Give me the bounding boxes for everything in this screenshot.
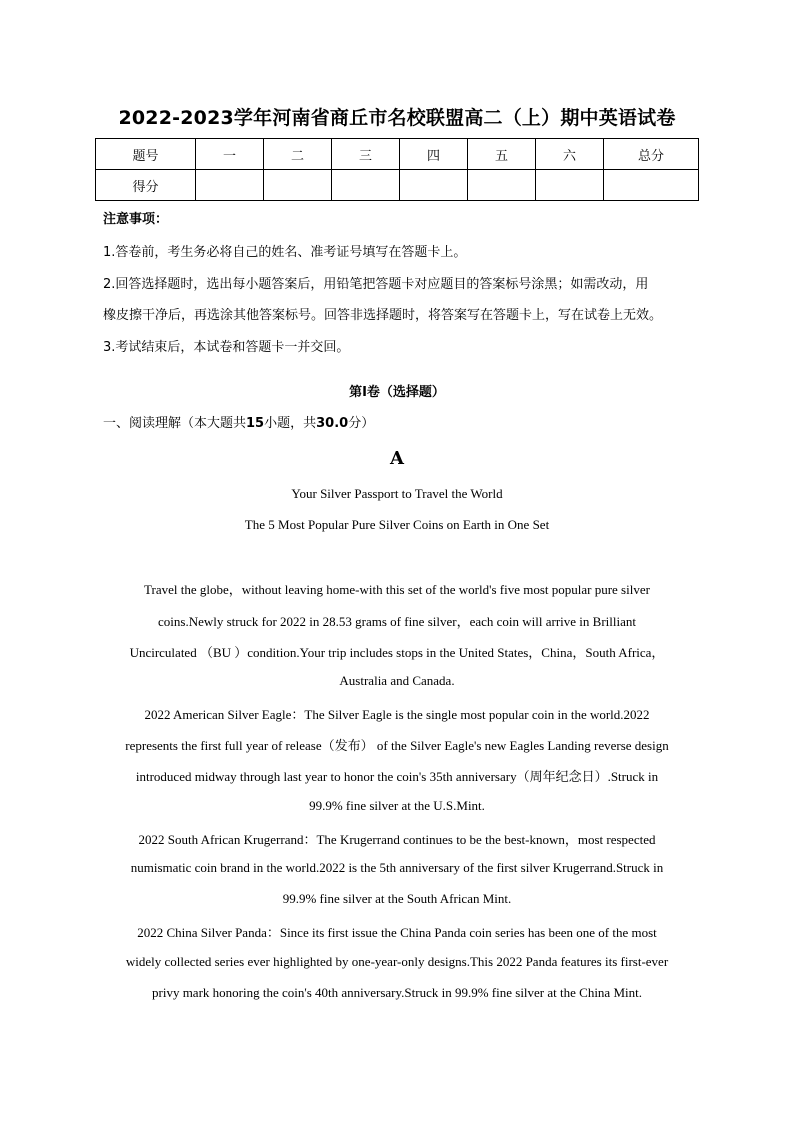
section-points: 30.0 <box>316 416 349 431</box>
score-table-header-row <box>96 139 699 170</box>
passage-letter: A <box>390 448 404 469</box>
score-cell-1 <box>196 170 264 201</box>
section-heading <box>103 412 374 431</box>
passage-line: Australia and Canada. <box>339 673 455 688</box>
exam-title: 2022-2023学年河南省商丘市名校联盟高二（上）期中英语试卷 <box>118 107 676 129</box>
header-cell-6: 六 <box>536 139 604 170</box>
score-cell-2 <box>264 170 332 201</box>
passage-line: widely collected series ever highlighted by one-year-only designs.This 2022 Panda features its first-ever <box>125 954 669 969</box>
header-cell-4: 四 <box>400 139 468 170</box>
passage-line: introduced midway through last year to honor the coin's 35th anniversary（周年纪念日）.Struck in <box>135 769 659 784</box>
passage-line: coins.Newly struck for 2022 in 28.53 grams of fine silver，each coin will arrive in Brilliant <box>158 614 636 629</box>
header-cell-5: 五 <box>468 139 536 170</box>
passage-line: Travel the globe，without leaving home-with this set of the world's five most popular pure silver <box>144 582 650 597</box>
part-title: 第Ⅰ卷（选择题） <box>349 385 445 400</box>
score-table-score-row <box>96 170 699 201</box>
score-cell-3 <box>332 170 400 201</box>
score-row-label: 得分 <box>96 170 196 201</box>
section-question-count: 15 <box>246 416 265 431</box>
passage-line: 2022 American Silver Eagle：The Silver Eagle is the single most popular coin in the world.2022 <box>144 707 650 722</box>
note-line: 1.答卷前，考生务必将自己的姓名、准考证号填写在答题卡上。 <box>103 245 467 260</box>
score-cell-5 <box>468 170 536 201</box>
passage-line: numismatic coin brand in the world.2022 is the 5th anniversary of the first silver Krugerrand.Struck in <box>130 860 664 875</box>
passage-line: 99.9% fine silver at the South African Mint. <box>282 891 512 906</box>
passage-line: privy mark honoring the coin's 40th anniversary.Struck in 99.9% fine silver at the China Mint. <box>152 985 642 1000</box>
score-cell-4 <box>400 170 468 201</box>
passage-line: Uncirculated （BU ）condition.Your trip includes stops in the United States，China，South Africa， <box>129 645 665 660</box>
passage-title-line-1: Your Silver Passport to Travel the World <box>291 486 503 501</box>
section-heading-middle: 小题，共 <box>264 416 317 431</box>
section-heading-suffix: 分） <box>348 416 375 431</box>
passage-line: 2022 South African Krugerrand：The Krugerrand continues to be the best-known，most respected <box>138 832 656 847</box>
note-line: 3.考试结束后，本试卷和答题卡一并交回。 <box>103 340 350 355</box>
header-cell-2: 二 <box>264 139 332 170</box>
header-cell-3: 三 <box>332 139 400 170</box>
header-cell-1: 一 <box>196 139 264 170</box>
passage-line: 99.9% fine silver at the U.S.Mint. <box>309 798 485 813</box>
header-cell-question-number: 题号 <box>96 139 196 170</box>
score-table <box>95 138 699 201</box>
notes-heading: 注意事项： <box>103 212 169 227</box>
passage-title-line-2: The 5 Most Popular Pure Silver Coins on Earth in One Set <box>244 517 550 532</box>
section-heading-prefix: 一、阅读理解（本大题共 <box>103 416 247 431</box>
score-cell-6 <box>536 170 604 201</box>
score-cell-total <box>604 170 699 201</box>
passage-line: represents the first full year of release（发布） of the Silver Eagle's new Eagles Landing reverse design <box>125 738 669 753</box>
note-line: 2.回答选择题时，选出每小题答案后，用铅笔把答题卡对应题目的答案标号涂黑；如需改动，用 <box>103 277 649 292</box>
note-line: 橡皮擦干净后，再选涂其他答案标号。回答非选择题时，将答案写在答题卡上，写在试卷上无效。 <box>103 308 663 323</box>
header-cell-total: 总分 <box>604 139 699 170</box>
passage-line: 2022 China Silver Panda：Since its first issue the China Panda coin series has been one of the most <box>137 925 657 940</box>
